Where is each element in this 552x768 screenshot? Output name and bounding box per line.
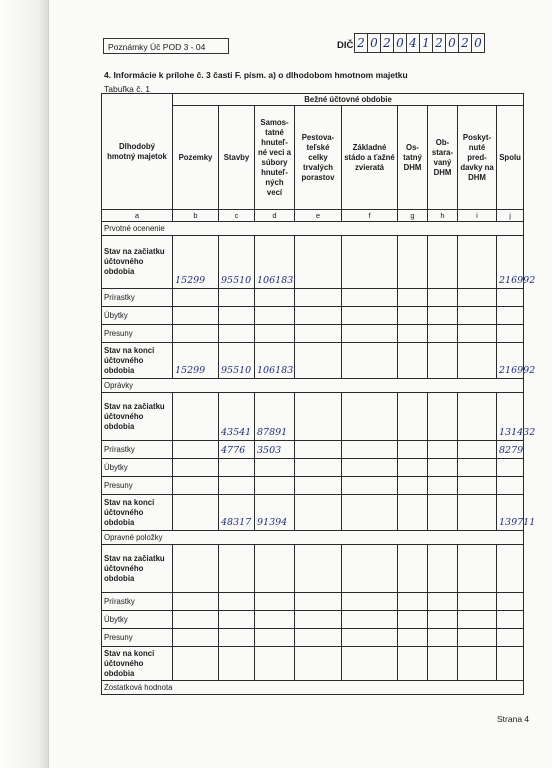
table-row (102, 545, 524, 593)
row-label: Stav na začiatku účtovného obdobia (102, 236, 173, 289)
scan-edge (0, 0, 48, 768)
col-header-pozemky: Pozemky (173, 106, 219, 210)
table-row (102, 236, 524, 289)
section-heading: Prvotné ocenenie (102, 222, 524, 236)
page-number: Strana 4 (497, 714, 530, 724)
row-label: Stav na konci účtovného obdobia (102, 495, 173, 531)
dic-digit: 2 (354, 33, 368, 53)
column-letter: f (342, 210, 398, 222)
row-label: Úbytky (102, 459, 173, 477)
col-header-stavby: Stavby (219, 106, 255, 210)
col-header-spolu: Spolu (497, 106, 524, 210)
dic-digit: 4 (406, 33, 420, 53)
table-row (102, 325, 524, 343)
value-cell: 95510 (219, 236, 255, 289)
form-label: Poznámky Úč POD 3 - 04 (103, 38, 229, 54)
column-letter: a (102, 210, 173, 222)
value-cell: 106183 (255, 236, 295, 289)
row-label: Stav na konci účtovného obdobia (102, 343, 173, 379)
value-cell: 48317 (219, 495, 255, 531)
value-cell: 43541 (219, 393, 255, 441)
column-letter: h (428, 210, 458, 222)
col-header-obstaravany: Ob-stara-vaný DHM (428, 106, 458, 210)
section-heading: Opravné položky (102, 531, 524, 545)
value-cell: 131432 (497, 393, 524, 441)
table-row (102, 393, 524, 441)
value-cell: 87891 (255, 393, 295, 441)
row-label: Úbytky (102, 611, 173, 629)
table-label: Tabuľka č. 1 (104, 84, 150, 94)
table-row (102, 495, 524, 531)
column-letter: c (219, 210, 255, 222)
col-header-hnutelne-veci: Samos-tatné hnuteľ-né veci a súbory hnuteľ-ných vecí (255, 106, 295, 210)
row-label: Presuny (102, 629, 173, 647)
table-row (102, 289, 524, 307)
table-row (102, 629, 524, 647)
dic-digit: 2 (432, 33, 446, 53)
dic-digit: 0 (393, 33, 407, 53)
dic-digit: 2 (380, 33, 394, 53)
row-label: Stav na začiatku účtovného obdobia (102, 545, 173, 593)
row-label: Úbytky (102, 307, 173, 325)
dic-label: DIČ (337, 40, 354, 51)
column-letter-row (102, 210, 524, 222)
value-cell: 95510 (219, 343, 255, 379)
value-cell: 4776 (219, 441, 255, 459)
column-letter: j (497, 210, 524, 222)
table-row (102, 343, 524, 379)
section-heading: Oprávky (102, 379, 524, 393)
table-row (102, 441, 524, 459)
col-header-zakladne-stado: Základné stádo a ťažné zvieratá (342, 106, 398, 210)
row-header: Dlhodobý hmotný majetok (102, 94, 173, 210)
value-cell: 91394 (255, 495, 295, 531)
row-label: Presuny (102, 477, 173, 495)
section-title: 4. Informácie k prílohe č. 3 časti F. písm. a) o dlhodobom hmotnom majetku (104, 70, 408, 80)
value-cell: 15299 (173, 343, 219, 379)
value-cell: 216992 (497, 343, 524, 379)
column-letter: e (295, 210, 342, 222)
table-row (102, 593, 524, 611)
period-header: Bežné účtovné obdobie (173, 94, 524, 106)
asset-table (101, 93, 536, 695)
col-header-ostatny: Os-tatný DHM (398, 106, 428, 210)
table-row (102, 477, 524, 495)
value-cell: 15299 (173, 236, 219, 289)
section-heading: Zostatková hodnota (102, 681, 524, 695)
row-label: Presuny (102, 325, 173, 343)
column-letter: d (255, 210, 295, 222)
dic-digit: 0 (471, 33, 485, 53)
value-cell: 106183 (255, 343, 295, 379)
row-label: Stav na konci účtovného obdobia (102, 647, 173, 681)
table-row (102, 307, 524, 325)
row-label: Stav na začiatku účtovného obdobia (102, 393, 173, 441)
table-row (102, 647, 524, 681)
dic-field (355, 33, 485, 53)
column-letter: b (173, 210, 219, 222)
row-label: Prírastky (102, 593, 173, 611)
value-cell: 216992 (497, 236, 524, 289)
col-header-pestovatelske: Pestova-teľské celky trvalých porastov (295, 106, 342, 210)
dic-digit: 0 (445, 33, 459, 53)
table-row (102, 611, 524, 629)
dic-digit: 1 (419, 33, 433, 53)
column-letter: i (458, 210, 497, 222)
row-label: Prírastky (102, 289, 173, 307)
value-cell: 8279 (497, 441, 524, 459)
row-label: Prírastky (102, 441, 173, 459)
table-row (102, 459, 524, 477)
dic-digit: 0 (367, 33, 381, 53)
col-header-preddavky: Poskyt-nuté pred-davky na DHM (458, 106, 497, 210)
column-letter: g (398, 210, 428, 222)
value-cell: 139711 (497, 495, 524, 531)
value-cell: 3503 (255, 441, 295, 459)
dic-digit: 2 (458, 33, 472, 53)
